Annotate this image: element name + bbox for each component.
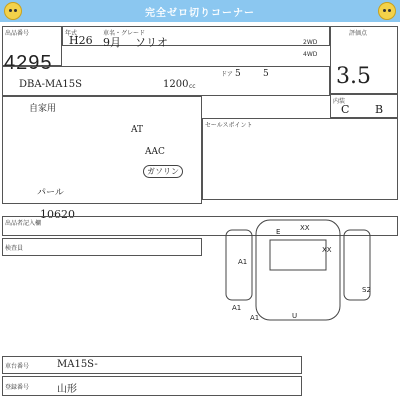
mascot-icon <box>378 2 396 20</box>
mileage-value: 10620 <box>40 208 75 221</box>
lot-cell: 出品番号 <box>2 26 62 66</box>
damage-mark: XX <box>300 224 310 232</box>
grade-value: 3.5 <box>336 64 371 89</box>
lot-number: 4295 <box>4 52 53 74</box>
sales-points-cell: セールスポイント <box>202 118 398 200</box>
interior-exterior-cell: 内装 C B <box>330 94 398 118</box>
banner-title: 完全ゼロ切りコーナー <box>145 8 255 19</box>
report-cell: 出品者記入欄 <box>2 216 398 236</box>
inspection-cell: 検査員 <box>2 238 202 256</box>
damage-mark: U <box>292 312 298 320</box>
registration-cell: 登録番号 山形 <box>2 376 302 396</box>
detail-cell: 自家用 AT AAC ガソリン パール <box>2 96 202 204</box>
frame-number-cell: 車台番号 MA15S- <box>2 356 302 374</box>
damage-mark: A1 <box>238 258 248 266</box>
damage-mark: S2 <box>362 286 371 294</box>
top-banner <box>0 0 400 22</box>
damage-mark: A1 <box>250 314 260 322</box>
damage-mark: A1 <box>232 304 242 312</box>
car-name-cell: 年式 車名・グレード H26 9月 ソリオ <box>62 26 330 46</box>
damage-marks <box>232 224 371 322</box>
grade-cell: 評価点 2WD 4WD <box>330 26 398 94</box>
car-damage-diagram <box>0 200 400 330</box>
damage-mark: XX <box>322 246 332 254</box>
damage-mark: E <box>276 228 281 236</box>
spec-cell: DBA-MA15S 1200 cc ドア 5 5 <box>2 66 330 96</box>
car-windshield <box>270 240 326 270</box>
